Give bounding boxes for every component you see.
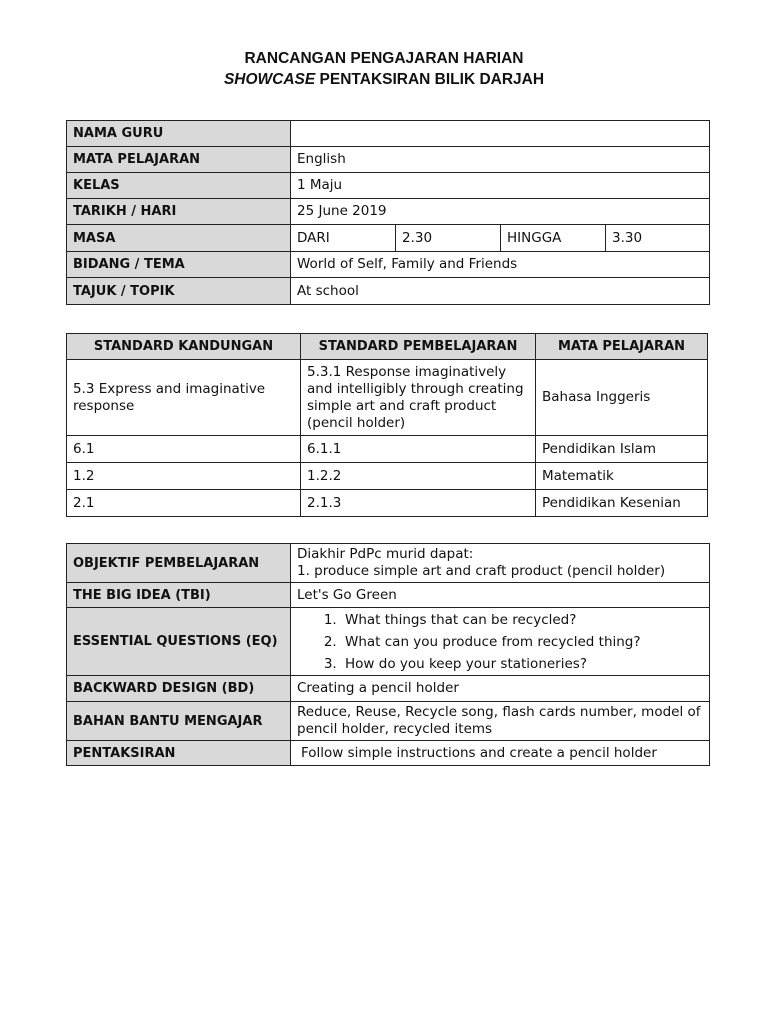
standards-row: [67, 360, 708, 436]
value-bbm: Reduce, Reuse, Recycle song, flash cards number, model of pencil holder, recycled items: [291, 702, 710, 741]
cell-pembelajaran: 6.1.1: [301, 436, 536, 463]
title-showcase: SHOWCASE: [223, 71, 316, 88]
cell-subject: Pendidikan Islam: [536, 436, 708, 463]
title-line-1: RANCANGAN PENGAJARAN HARIAN: [244, 50, 524, 67]
cell-kandungan: 2.1: [67, 490, 301, 517]
value-tarikh: 25 June 2019: [291, 199, 710, 225]
standards-header-row: [67, 334, 708, 360]
row-bidang: [67, 252, 710, 278]
cell-kandungan: 6.1: [67, 436, 301, 463]
header-standard-kandungan: STANDARD KANDUNGAN: [67, 334, 301, 360]
standards-row: [67, 436, 708, 463]
value-bd: Creating a pencil holder: [291, 676, 710, 702]
label-tarikh: TARIKH / HARI: [67, 199, 291, 225]
header-standard-pembelajaran: STANDARD PEMBELAJARAN: [301, 334, 536, 360]
row-tajuk: [67, 278, 710, 305]
cell-kandungan: 5.3 Express and imaginative response: [67, 360, 301, 436]
value-mata-pelajaran: English: [291, 147, 710, 173]
label-bd: BACKWARD DESIGN (BD): [67, 676, 291, 702]
row-tbi: [67, 583, 710, 608]
eq-list: [297, 609, 703, 675]
standards-row: [67, 490, 708, 517]
label-objektif: OBJEKTIF PEMBELAJARAN: [67, 544, 291, 583]
value-nama-guru: [291, 121, 710, 147]
cell-kandungan: 1.2: [67, 463, 301, 490]
row-bd: [67, 676, 710, 702]
label-mata-pelajaran: MATA PELAJARAN: [67, 147, 291, 173]
eq-item: 1. What things that can be recycled?: [341, 609, 703, 631]
label-hingga: HINGGA: [501, 225, 606, 252]
cell-pembelajaran: 5.3.1 Response imaginatively and intelligibly through creating simple art and craft product (pencil holder): [301, 360, 536, 436]
document-title: [0, 48, 768, 90]
header-mata-pelajaran: MATA PELAJARAN: [536, 334, 708, 360]
row-mata-pelajaran: [67, 147, 710, 173]
label-bbm: BAHAN BANTU MENGAJAR: [67, 702, 291, 741]
cell-subject: Pendidikan Kesenian: [536, 490, 708, 517]
lesson-table: [66, 543, 710, 766]
label-pentaksiran: PENTAKSIRAN: [67, 741, 291, 766]
row-pentaksiran: [67, 741, 710, 766]
value-dari: 2.30: [396, 225, 501, 252]
value-tajuk: At school: [291, 278, 710, 305]
cell-subject: Matematik: [536, 463, 708, 490]
value-objektif: [291, 544, 710, 583]
standards-row: [67, 463, 708, 490]
row-masa: [67, 225, 710, 252]
row-nama-guru: [67, 121, 710, 147]
value-kelas: 1 Maju: [291, 173, 710, 199]
label-dari: DARI: [291, 225, 396, 252]
label-tajuk: TAJUK / TOPIK: [67, 278, 291, 305]
standards-table: [66, 333, 708, 517]
label-nama-guru: NAMA GURU: [67, 121, 291, 147]
value-hingga: 3.30: [606, 225, 710, 252]
eq-item: 2. What can you produce from recycled thing?: [341, 631, 703, 653]
title-line-2: [0, 69, 768, 90]
cell-subject: Bahasa Inggeris: [536, 360, 708, 436]
label-bidang: BIDANG / TEMA: [67, 252, 291, 278]
eq-item: 3. How do you keep your stationeries?: [341, 653, 703, 675]
label-eq: ESSENTIAL QUESTIONS (EQ): [67, 608, 291, 676]
row-bbm: [67, 702, 710, 741]
label-kelas: KELAS: [67, 173, 291, 199]
cell-pembelajaran: 1.2.2: [301, 463, 536, 490]
row-tarikh: [67, 199, 710, 225]
row-eq: [67, 608, 710, 676]
value-tbi: Let's Go Green: [291, 583, 710, 608]
info-table: [66, 120, 710, 305]
objektif-line-2: 1. produce simple art and craft product (pencil holder): [297, 563, 666, 579]
label-tbi: THE BIG IDEA (TBI): [67, 583, 291, 608]
value-eq: [291, 608, 710, 676]
value-pentaksiran: Follow simple instructions and create a pencil holder: [291, 741, 710, 766]
title-line-2-rest: PENTAKSIRAN BILIK DARJAH: [315, 71, 545, 88]
row-kelas: [67, 173, 710, 199]
label-masa: MASA: [67, 225, 291, 252]
value-bidang: World of Self, Family and Friends: [291, 252, 710, 278]
cell-pembelajaran: 2.1.3: [301, 490, 536, 517]
objektif-line-1: Diakhir PdPc murid dapat:: [297, 546, 474, 562]
row-objektif: [67, 544, 710, 583]
